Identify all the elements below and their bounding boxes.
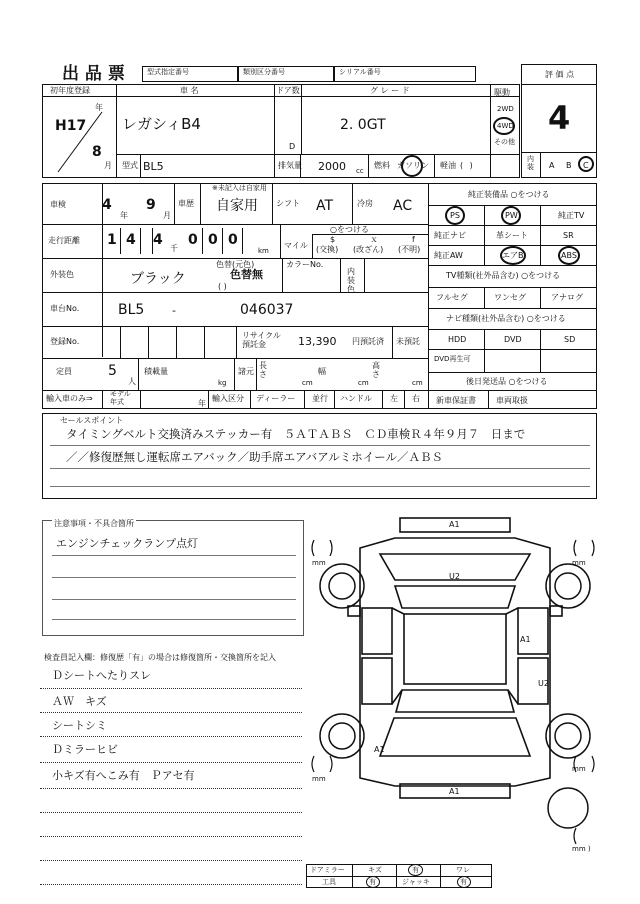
- sales-line-2: ／／修復歴無し運転席エアバック／助手席エアバアルミホイール／ＡＢＳ: [66, 450, 443, 464]
- divider: [382, 390, 383, 409]
- color-label: 外装色: [50, 270, 74, 279]
- year-value: H17: [55, 118, 87, 134]
- ac-value: AC: [393, 198, 413, 214]
- history-label: 車歴: [178, 199, 194, 208]
- divider: [242, 228, 243, 254]
- divider: [52, 577, 296, 578]
- date-slash: [50, 100, 110, 176]
- handle-right: 右: [412, 394, 420, 403]
- divider: [40, 860, 302, 861]
- displacement-label: 排気量: [278, 161, 302, 170]
- interior-a: A: [549, 161, 555, 170]
- dvd-player: DVD再生可: [434, 355, 471, 363]
- door-label: ドア数: [276, 86, 300, 95]
- equip-tv: 純正TV: [558, 211, 585, 220]
- divider: [174, 183, 175, 224]
- shift-value: AT: [316, 198, 334, 214]
- serial-label: シリアル番号: [339, 68, 381, 76]
- chassis-number: 046037: [240, 302, 294, 318]
- load-label: 積載量: [144, 367, 168, 376]
- fuel-gas-circle: [401, 155, 423, 177]
- divider: [102, 390, 103, 409]
- divider: [352, 864, 353, 888]
- repaint-value: 色替無: [230, 268, 263, 281]
- divider: [282, 258, 283, 292]
- navi-type-title: ナビ種類(社外品含む) ○をつける: [446, 314, 566, 323]
- divider: [352, 183, 353, 224]
- divider: [40, 736, 302, 737]
- equip-airbag: エアB: [502, 251, 524, 260]
- divider: [42, 96, 520, 97]
- repaint-label: 色替(元色): [216, 260, 255, 269]
- tools-have-circle: [366, 876, 380, 888]
- shaken-year-unit: 年: [120, 211, 128, 220]
- divider: [334, 390, 335, 409]
- divider: [42, 292, 428, 293]
- form-title: 出 品 票: [62, 64, 125, 84]
- fuel-label: 燃料: [374, 161, 390, 170]
- divider: [202, 228, 203, 254]
- divider: [428, 308, 597, 309]
- equip-sr: SR: [563, 231, 574, 240]
- equip-pw-circle: [501, 206, 521, 225]
- equip-leather: 革シート: [496, 231, 528, 240]
- import-label: 輸入車のみ⇒: [46, 394, 93, 403]
- mileage-sen: 千: [170, 244, 178, 253]
- width-cm: cm: [358, 379, 369, 387]
- divider: [120, 326, 121, 358]
- divider: [138, 358, 139, 390]
- tv-analog: アナログ: [551, 293, 583, 302]
- chassis-dash: -: [172, 304, 176, 317]
- divider: [540, 287, 541, 308]
- divider: [521, 84, 597, 85]
- damage-a1-left: A1: [374, 745, 385, 754]
- mm-front-left: mm: [312, 559, 326, 567]
- mileage-digit-6: 0: [228, 232, 238, 248]
- divider: [40, 788, 302, 789]
- divider: [368, 154, 369, 178]
- divider: [236, 326, 237, 358]
- mm-rear-left: mm: [312, 775, 326, 783]
- mileage-digit-2: 4: [126, 232, 136, 248]
- equip-abs: ABS: [561, 251, 577, 260]
- navi-hdd: HDD: [448, 335, 467, 344]
- mirror-have-circle: [408, 864, 423, 876]
- divider: [40, 762, 302, 763]
- mile-unknown-sym: f: [412, 235, 415, 244]
- divider: [176, 326, 177, 358]
- jack-label: ジャッキ: [402, 878, 430, 886]
- drive-label: 駆動: [494, 88, 510, 97]
- divider: [42, 224, 428, 225]
- divider: [204, 326, 205, 358]
- divider: [116, 84, 117, 178]
- divider: [434, 154, 435, 178]
- car-name-label: 車 名: [180, 86, 199, 95]
- divider: [312, 234, 313, 258]
- divider: [50, 445, 590, 446]
- equip-pw: PW: [505, 211, 518, 220]
- tools-have: 有: [369, 878, 376, 886]
- month-value: 8: [92, 144, 102, 160]
- inspector-line-3: シートシミ: [52, 719, 107, 732]
- height-cm: cm: [412, 379, 423, 387]
- divider: [428, 390, 597, 391]
- history-note: ※未記入は自家用: [212, 184, 267, 192]
- tools-label: 工具: [322, 878, 336, 886]
- equip-aw: 純正AW: [434, 251, 463, 260]
- recycle-unpaid: 未預託: [396, 337, 420, 346]
- divider: [392, 326, 393, 358]
- divider: [208, 390, 209, 409]
- capacity-unit: 人: [128, 377, 136, 386]
- model-year-label: モデル年式: [110, 390, 131, 406]
- divider: [42, 358, 428, 359]
- shift-label: シフト: [276, 199, 300, 208]
- drive-4wd-circle: [493, 117, 515, 135]
- divider: [42, 390, 428, 391]
- door-mirror-label: ドアミラー: [310, 866, 345, 874]
- displacement-unit: cc: [356, 167, 364, 175]
- first-reg-label: 初年度登録: [50, 86, 90, 95]
- divider: [440, 864, 441, 888]
- eval-label: 評 価 点: [545, 70, 575, 79]
- dealer-option: ディーラー: [256, 394, 296, 403]
- later-manual: 車両取扱: [496, 396, 528, 405]
- shaken-year: 4: [102, 197, 112, 213]
- displacement-value: 2000: [318, 160, 346, 173]
- jack-have: 有: [460, 878, 467, 886]
- divider: [428, 349, 597, 350]
- mirror-broken: ワレ: [456, 866, 470, 874]
- divider: [340, 258, 341, 292]
- mile-label: マイル: [284, 241, 308, 250]
- divider: [274, 84, 275, 154]
- notes-line-1: エンジンチェックランプ点灯: [56, 537, 199, 550]
- divider: [428, 329, 597, 330]
- mile-swap: (交換): [316, 245, 339, 254]
- car-name-value: レガシィB4: [122, 115, 201, 133]
- category-label: 類別区分番号: [243, 68, 285, 76]
- inspector-line-4: Ｄミラーヒビ: [52, 743, 118, 756]
- divider: [40, 712, 302, 713]
- mileage-digit-3: 4: [153, 232, 163, 248]
- oem-title: 純正装備品 ○をつける: [468, 190, 550, 199]
- inspector-line-1: Ｄシートへたりスレ: [52, 669, 151, 682]
- repaint-paren: ( ): [218, 282, 227, 291]
- sales-line-1: タイミングベルト交換済みステッカー有 ５ＡＴＡＢＳ ＣＤ車検Ｒ４年９月７ 日まで: [66, 427, 526, 441]
- later-title: 後日発送品 ○をつける: [466, 377, 548, 386]
- divider: [200, 183, 201, 224]
- divider: [521, 152, 597, 153]
- drive-other: その他: [494, 138, 515, 146]
- divider: [428, 183, 429, 409]
- reg-no-label: 登録No.: [50, 337, 80, 346]
- fuel-gas: ガソリン: [397, 161, 429, 170]
- divider: [484, 287, 485, 308]
- divider: [116, 154, 520, 155]
- divider: [301, 84, 302, 154]
- divider: [250, 390, 251, 409]
- model-year-unit: 年: [198, 399, 206, 408]
- sales-label: セールスポイント: [60, 416, 124, 425]
- divider: [490, 84, 491, 178]
- fuel-paren: ( ): [460, 161, 475, 170]
- mileage-digit-4: 0: [188, 232, 198, 248]
- divider: [280, 224, 281, 258]
- interior-c-circle: [578, 156, 594, 172]
- divider: [396, 864, 397, 888]
- damage-u2-right: U2: [538, 679, 549, 688]
- damage-a1-right: A1: [520, 635, 531, 644]
- interior-label: 内装: [527, 155, 534, 171]
- mileage-digit-1: 1: [107, 232, 117, 248]
- recycle-label: リサイクル預託金: [242, 331, 281, 349]
- divider: [540, 152, 541, 178]
- divider: [50, 468, 590, 469]
- inspector-label: 検査員記入欄：修復歴「有」の場合は修復箇所・交換箇所を記入: [44, 653, 276, 662]
- mile-swap-sym: $: [330, 235, 336, 244]
- mm-rear-right: mm: [572, 765, 586, 773]
- divider: [404, 390, 405, 409]
- fuel-diesel: 軽油: [440, 161, 456, 170]
- divider: [52, 555, 296, 556]
- grade-value: 2. 0GT: [340, 117, 386, 133]
- damage-a1-front: A1: [449, 520, 460, 529]
- chassis-label: 車台No.: [50, 304, 80, 313]
- navi-sd: SD: [564, 335, 576, 344]
- mirror-scratch: キズ: [368, 866, 382, 874]
- divider: [52, 599, 296, 600]
- divider: [140, 228, 141, 254]
- divider: [50, 486, 590, 487]
- mile-alter: (改ざん): [353, 245, 384, 254]
- shaken-label: 車検: [50, 200, 66, 209]
- navi-dvd: DVD: [504, 335, 522, 344]
- color-value: ブラック: [130, 271, 186, 287]
- mileage-digit-5: 0: [208, 232, 218, 248]
- handle-label: ハンドル: [340, 394, 372, 403]
- equip-navi: 純正ナビ: [434, 231, 466, 240]
- mirror-have: 有: [412, 866, 419, 874]
- divider: [484, 329, 485, 372]
- load-unit: kg: [218, 379, 227, 387]
- divider: [40, 884, 302, 885]
- divider: [52, 619, 296, 620]
- mile-unknown: (不明): [398, 245, 421, 254]
- divider: [140, 390, 141, 409]
- dims-label: 諸元: [238, 367, 254, 376]
- width-label: 幅: [318, 367, 326, 376]
- mile-alter-sym: ｘ: [370, 235, 378, 244]
- shaken-month-unit: 月: [163, 211, 171, 220]
- height-label: 高さ: [372, 361, 380, 379]
- drive-4wd: 4WD: [497, 122, 514, 130]
- tv-type-title: TV種類(社外品含む) ○をつける: [446, 271, 561, 280]
- type-value: BL5: [143, 160, 164, 173]
- type-label: 型式: [122, 161, 138, 170]
- damage-a1-rear: A1: [449, 787, 460, 796]
- tv-fullseg: フルセグ: [436, 293, 468, 302]
- divider: [304, 390, 305, 409]
- divider: [40, 812, 302, 813]
- chassis-prefix: BL5: [118, 302, 145, 318]
- divider: [256, 358, 257, 390]
- equip-abs-circle: [558, 246, 580, 265]
- divider: [488, 390, 489, 409]
- equip-ps-circle: [445, 206, 465, 225]
- car-damage-diagram: [300, 508, 605, 868]
- divider: [40, 836, 302, 837]
- interior-color-label: 内装色: [347, 267, 355, 294]
- tv-oneseg: ワンセグ: [494, 293, 526, 302]
- length-label: 長さ: [259, 361, 267, 379]
- mileage-km: km: [258, 247, 269, 255]
- divider: [428, 372, 597, 373]
- parallel-option: 並行: [312, 394, 328, 403]
- drive-2wd: 2WD: [497, 105, 514, 113]
- divider: [540, 205, 541, 265]
- divider: [42, 326, 428, 327]
- equip-ps: PS: [450, 211, 460, 220]
- later-warranty: 新車保証書: [436, 396, 476, 405]
- inspector-line-2: ＡＷ キズ: [52, 695, 107, 708]
- divider: [140, 154, 141, 178]
- import-type-label: 輸入区分: [212, 394, 244, 403]
- interior-c: C: [583, 161, 589, 170]
- recycle-paid: 円預託済: [352, 337, 384, 346]
- colorno-label: カラーNo.: [286, 260, 324, 269]
- interior-b: B: [566, 161, 572, 170]
- divider: [364, 258, 365, 292]
- ac-label: 冷房: [357, 199, 373, 208]
- divider: [148, 326, 149, 358]
- mm-front-right: mm: [572, 559, 586, 567]
- divider: [234, 358, 235, 390]
- divider: [222, 228, 223, 254]
- grade-label: グ レ ー ド: [370, 86, 410, 95]
- divider: [120, 228, 121, 254]
- recycle-value: 13,390: [298, 335, 337, 348]
- circle-note: ○をつける: [330, 225, 369, 234]
- divider: [428, 265, 597, 266]
- jack-have-circle: [457, 876, 471, 888]
- model-cert-label: 型式指定番号: [147, 68, 189, 76]
- month-unit: 月: [104, 161, 112, 170]
- door-d: D: [289, 142, 296, 151]
- divider: [40, 688, 302, 689]
- damage-u2-roof: U2: [449, 572, 460, 581]
- capacity-value: 5: [108, 363, 117, 379]
- divider: [540, 329, 541, 372]
- capacity-label: 定員: [56, 367, 72, 376]
- divider: [42, 258, 428, 259]
- notes-label: 注意事項・不具合箇所: [54, 519, 134, 528]
- length-cm: cm: [302, 379, 313, 387]
- divider: [428, 225, 597, 226]
- shaken-month: 9: [146, 197, 156, 213]
- inspector-line-5: 小キズ有へこみ有 Ｐアセ有: [52, 769, 195, 782]
- history-value: 自家用: [216, 198, 258, 214]
- mileage-label: 走行距離: [48, 236, 80, 245]
- handle-left: 左: [390, 394, 398, 403]
- score-value: 4: [548, 99, 571, 137]
- divider: [428, 287, 597, 288]
- divider: [274, 154, 275, 178]
- divider: [484, 205, 485, 265]
- divider: [272, 183, 273, 224]
- mm-spare: mm ): [572, 845, 591, 853]
- equip-airbag-circle: [500, 246, 526, 265]
- year-unit: 年: [95, 103, 103, 112]
